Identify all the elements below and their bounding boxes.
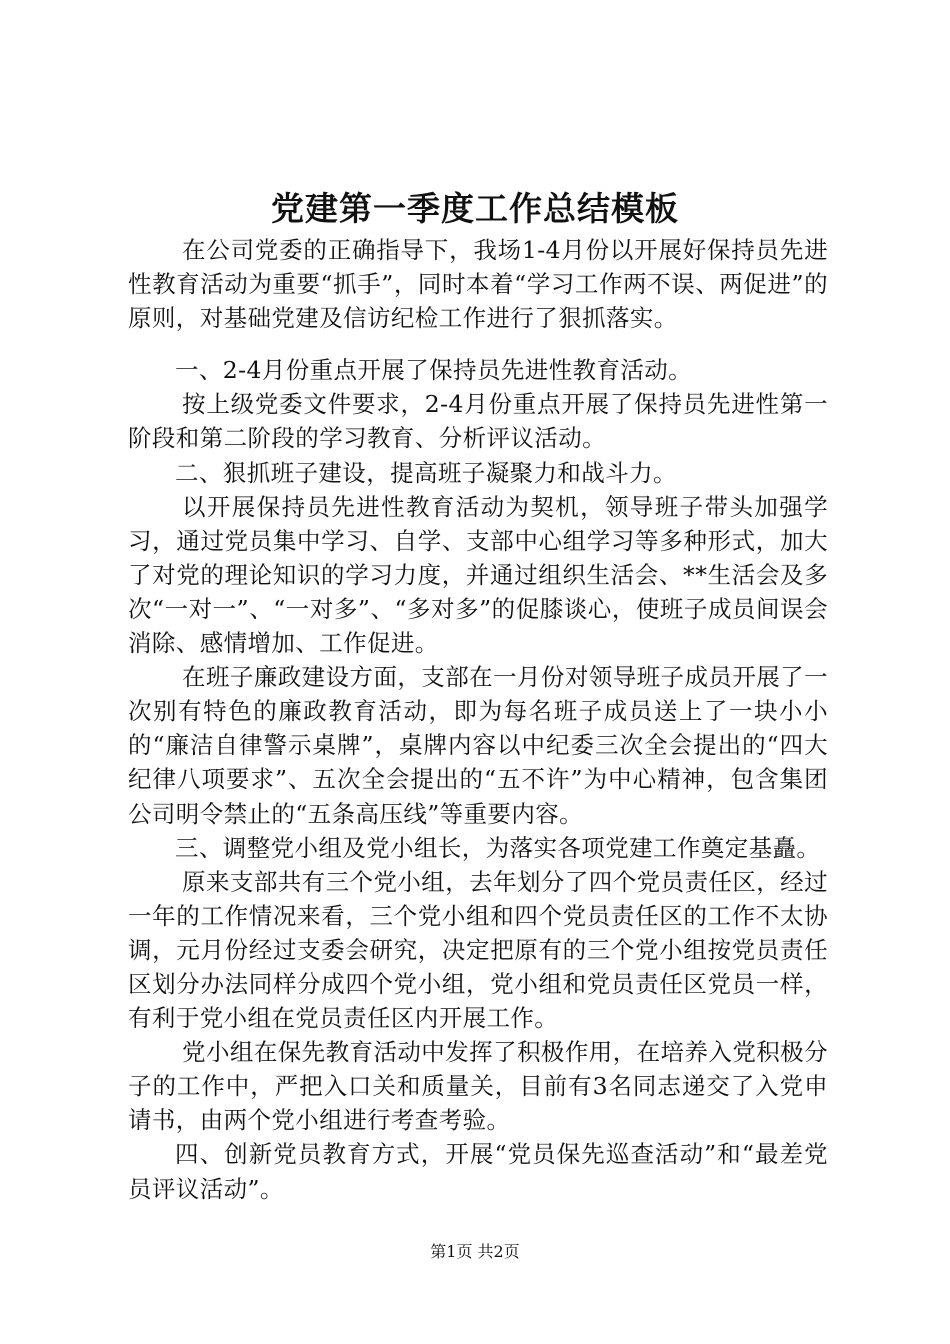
document-body [128, 233, 828, 1206]
body-paragraph: 按上级党委文件要求，2-4月份重点开展了保持员先进性第一阶段和第二阶段的学习教育、分析评议活动。 [128, 390, 828, 453]
body-paragraph: 原来支部共有三个党小组，去年划分了四个党员责任区，经过一年的工作情况来看，三个党小组和四个党员责任区的工作不太协调，元月份经过支委会研究，决定把原有的三个党小组按党员责任区划分办法同样分成四个党小组，党小组和党员责任区党员一样，有利于党小组在党员责任区内开展工作。 [128, 867, 828, 1033]
page-number-footer: 第1页 共2页 [430, 1242, 520, 1261]
section-heading-3: 三、调整党小组及党小组长，为落实各项党建工作奠定基矗。 [175, 833, 821, 862]
section-heading-1: 一、2-4月份重点开展了保持员先进性教育活动。 [175, 356, 693, 385]
section-heading-4: 四、创新党员教育方式，开展“党员保先巡查活动”和“最差党员评议活动”。 [128, 1140, 828, 1203]
section-heading-2: 二、狠抓班子建设，提高班子凝聚力和战斗力。 [175, 458, 677, 487]
body-paragraph: 在班子廉政建设方面，支部在一月份对领导班子成员开展了一次别有特色的廉政教育活动，即为每名班子成员送上了一块小小的“廉洁自律警示桌牌”，桌牌内容以中纪委三次全会提出的“四大纪律八项要求”、五次全会提出的“五不许”为中心精神，包含集团公司明令禁止的“五条高压线”等重要内容。 [128, 663, 828, 828]
body-paragraph: 以开展保持员先进性教育活动为契机，领导班子带头加强学习，通过党员集中学习、自学、支部中心组学习等多种形式，加大了对党的理论知识的学习力度，并通过组织生活会、**生活会及多次“一对一”、“一对多”、“多对多”的促膝谈心，使班子成员间误会消除、感情增加、工作促进。 [128, 492, 828, 658]
document-title: 党建第一季度工作总结模板 [271, 189, 679, 228]
body-paragraph: 党小组在保先教育活动中发挥了积极作用，在培养入党积极分子的工作中，严把入口关和质量关，目前有3名同志递交了入党申请书，由两个党小组进行考查考验。 [128, 1038, 828, 1135]
intro-paragraph: 在公司党委的正确指导下，我场1-4月份以开展好保持员先进性教育活动为重要“抓手”，同时本着“学习工作两不误、两促进”的原则，对基础党建及信访纪检工作进行了狠抓落实。 [128, 236, 828, 333]
